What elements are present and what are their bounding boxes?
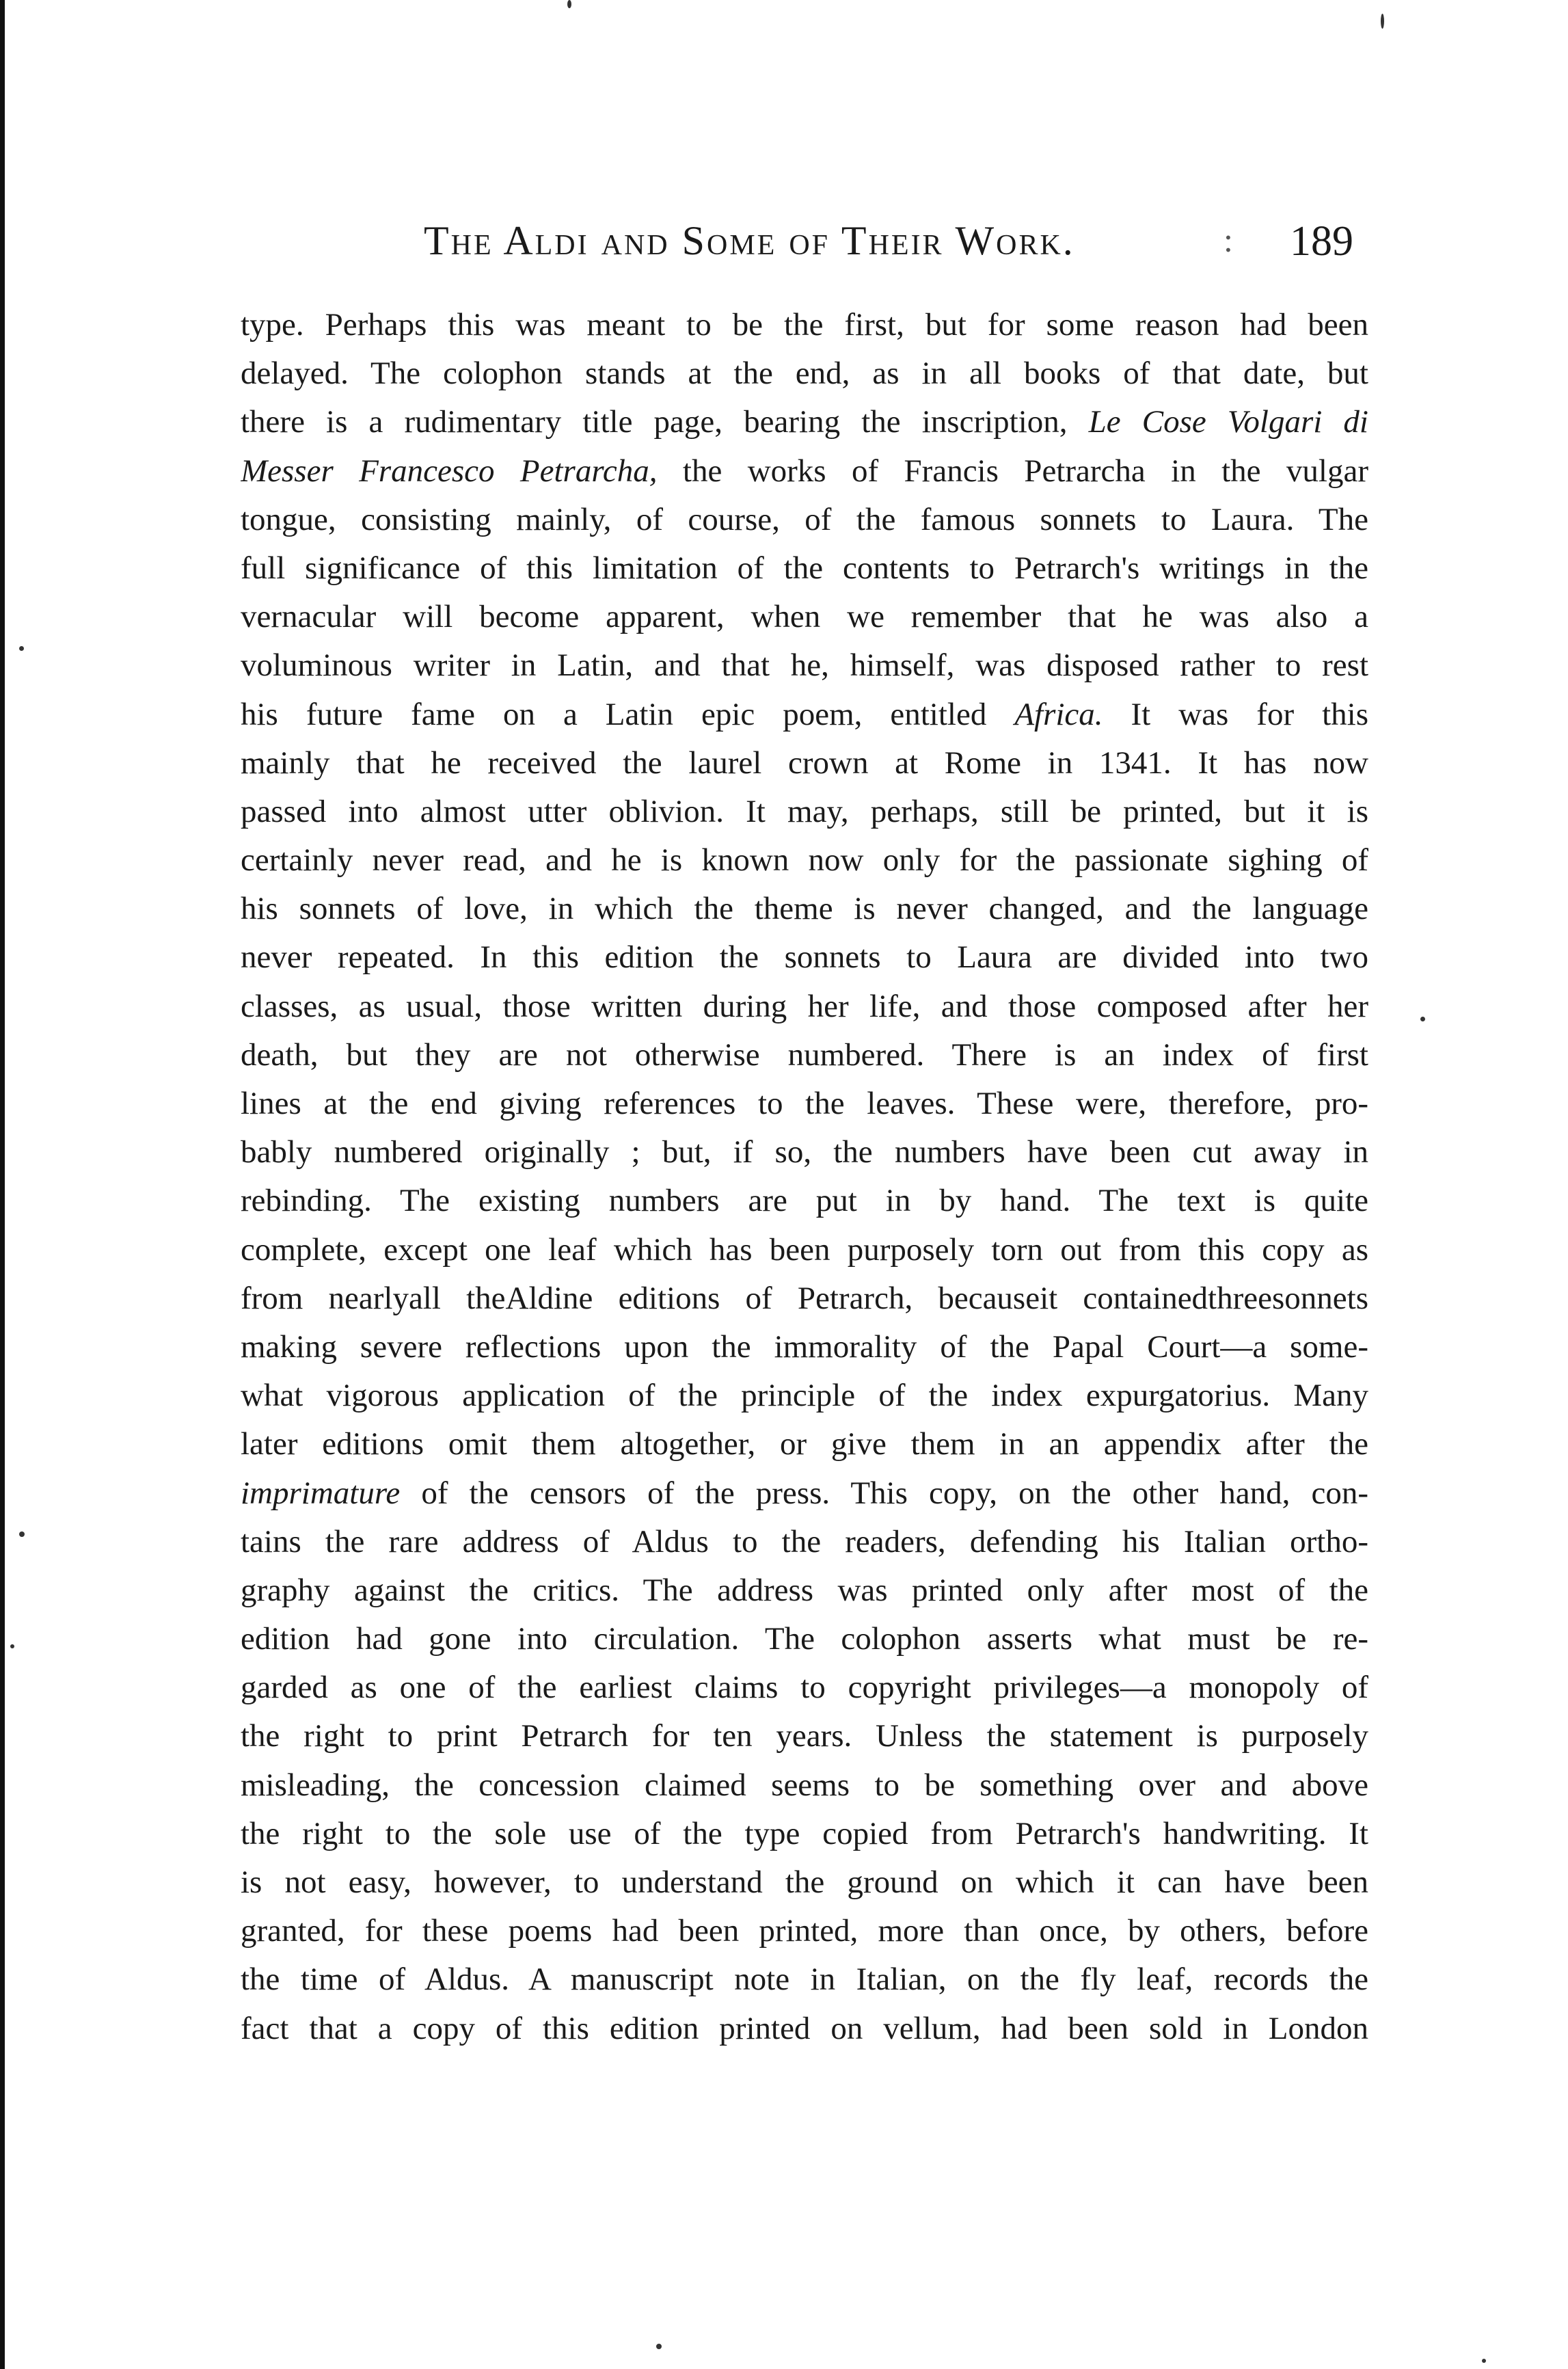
text-line: edition had gone into circulation. The colophon asserts what must be re- bbox=[241, 1621, 1368, 1657]
speck-mark bbox=[567, 0, 571, 8]
speck-mark bbox=[656, 2344, 662, 2349]
body-text bbox=[241, 301, 1368, 2053]
text-line: his sonnets of love, in which the theme is never changed, and the language bbox=[241, 891, 1368, 927]
text-line: what vigorous application of the principle of the index expurgatorius. Many bbox=[241, 1378, 1368, 1414]
text-line: tains the rare address of Aldus to the readers, defending his Italian ortho- bbox=[241, 1523, 1368, 1560]
text-line: fact that a copy of this edition printed on vellum, had been sold in London bbox=[241, 2010, 1368, 2046]
text-line: the time of Aldus. A manuscript note in Italian, on the fly leaf, records the bbox=[241, 1962, 1368, 1998]
text-line: later editions omit them altogether, or give them in an appendix after the bbox=[241, 1426, 1368, 1462]
text-line: type. Perhaps this was meant to be the first, but for some reason had been bbox=[241, 307, 1368, 343]
text-line: making severe reflections upon the immorality of the Papal Court—a some- bbox=[241, 1328, 1368, 1365]
text-line: there is a rudimentary title page, bearing the inscription, Le Cose Volgari di bbox=[241, 404, 1368, 440]
text-line: classes, as usual, those written during her life, and those composed after her bbox=[241, 988, 1368, 1024]
text-line: vernacular will become apparent, when we remember that he was also a bbox=[241, 599, 1368, 635]
text-line: the right to the sole use of the type copied from Petrarch's handwriting. It bbox=[241, 1815, 1368, 1851]
text-line: imprimature of the censors of the press. This copy, on the other hand, con- bbox=[241, 1475, 1368, 1511]
italic-title: Messer Francesco Petrarcha, bbox=[241, 453, 658, 489]
text-line: passed into almost utter oblivion. It may, perhaps, still be printed, but it is bbox=[241, 793, 1368, 829]
speck-mark bbox=[1381, 14, 1384, 29]
text-line: voluminous writer in Latin, and that he, himself, was disposed rather to rest bbox=[241, 647, 1368, 684]
italic-title: Africa. bbox=[1014, 696, 1103, 732]
text-line: garded as one of the earliest claims to copyright privileges—a monopoly of bbox=[241, 1670, 1368, 1706]
text-line: complete, except one leaf which has been purposely torn out from this copy as bbox=[241, 1231, 1368, 1268]
page-binding-edge bbox=[0, 0, 5, 2369]
text-line: mainly that he received the laurel crown at Rome in 1341. It has now bbox=[241, 745, 1368, 781]
italic-title: Le Cose Volgari di bbox=[1088, 404, 1368, 440]
text-line: bably numbered originally ; but, if so, the numbers have been cut away in bbox=[241, 1134, 1368, 1170]
text-line: granted, for these poems had been printed, more than once, by others, before bbox=[241, 1913, 1368, 1949]
text-line: delayed. The colophon stands at the end, as in all books of that date, but bbox=[241, 356, 1368, 392]
text-line: from nearlyall theAldine editions of Petrarch, becauseit containedthreesonnets bbox=[241, 1280, 1368, 1316]
text-line: Messer Francesco Petrarcha, the works of Francis Petrarcha in the vulgar bbox=[241, 453, 1368, 489]
speck-mark bbox=[19, 646, 24, 651]
text-line: misleading, the concession claimed seems to be something over and above bbox=[241, 1767, 1368, 1803]
page-number: 189 bbox=[1290, 218, 1353, 265]
text-line: graphy against the critics. The address was printed only after most of the bbox=[241, 1572, 1368, 1608]
text-line: rebinding. The existing numbers are put in by hand. The text is quite bbox=[241, 1183, 1368, 1219]
text-line: is not easy, however, to understand the ground on which it can have been bbox=[241, 1864, 1368, 1900]
speck-mark bbox=[19, 1531, 25, 1537]
running-head bbox=[424, 217, 1353, 272]
text-line: full significance of this limitation of the contents to Petrarch's writings in the bbox=[241, 550, 1368, 586]
text-line: tongue, consisting mainly, of course, of the famous sonnets to Laura. The bbox=[241, 501, 1368, 537]
text-line: never repeated. In this edition the sonnets to Laura are divided into two bbox=[241, 939, 1368, 976]
text-line: lines at the end giving references to the leaves. These were, therefore, pro- bbox=[241, 1086, 1368, 1121]
text-line: certainly never read, and he is known now only for the passionate sighing of bbox=[241, 842, 1368, 879]
speck-mark bbox=[1420, 1017, 1425, 1021]
text-line: the right to print Petrarch for ten years. Unless the statement is purposely bbox=[241, 1718, 1368, 1754]
speck-mark bbox=[1482, 2359, 1486, 2363]
text-line: death, but they are not otherwise numbered. There is an index of first bbox=[241, 1036, 1368, 1073]
running-head-title: The Aldi and Some of Their Work. bbox=[424, 218, 1075, 263]
speck-mark bbox=[10, 1644, 14, 1648]
text-line: his future fame on a Latin epic poem, entitled Africa. It was for this bbox=[241, 696, 1368, 732]
running-head-mark: : bbox=[1224, 221, 1233, 259]
italic-term: imprimature bbox=[241, 1475, 401, 1511]
